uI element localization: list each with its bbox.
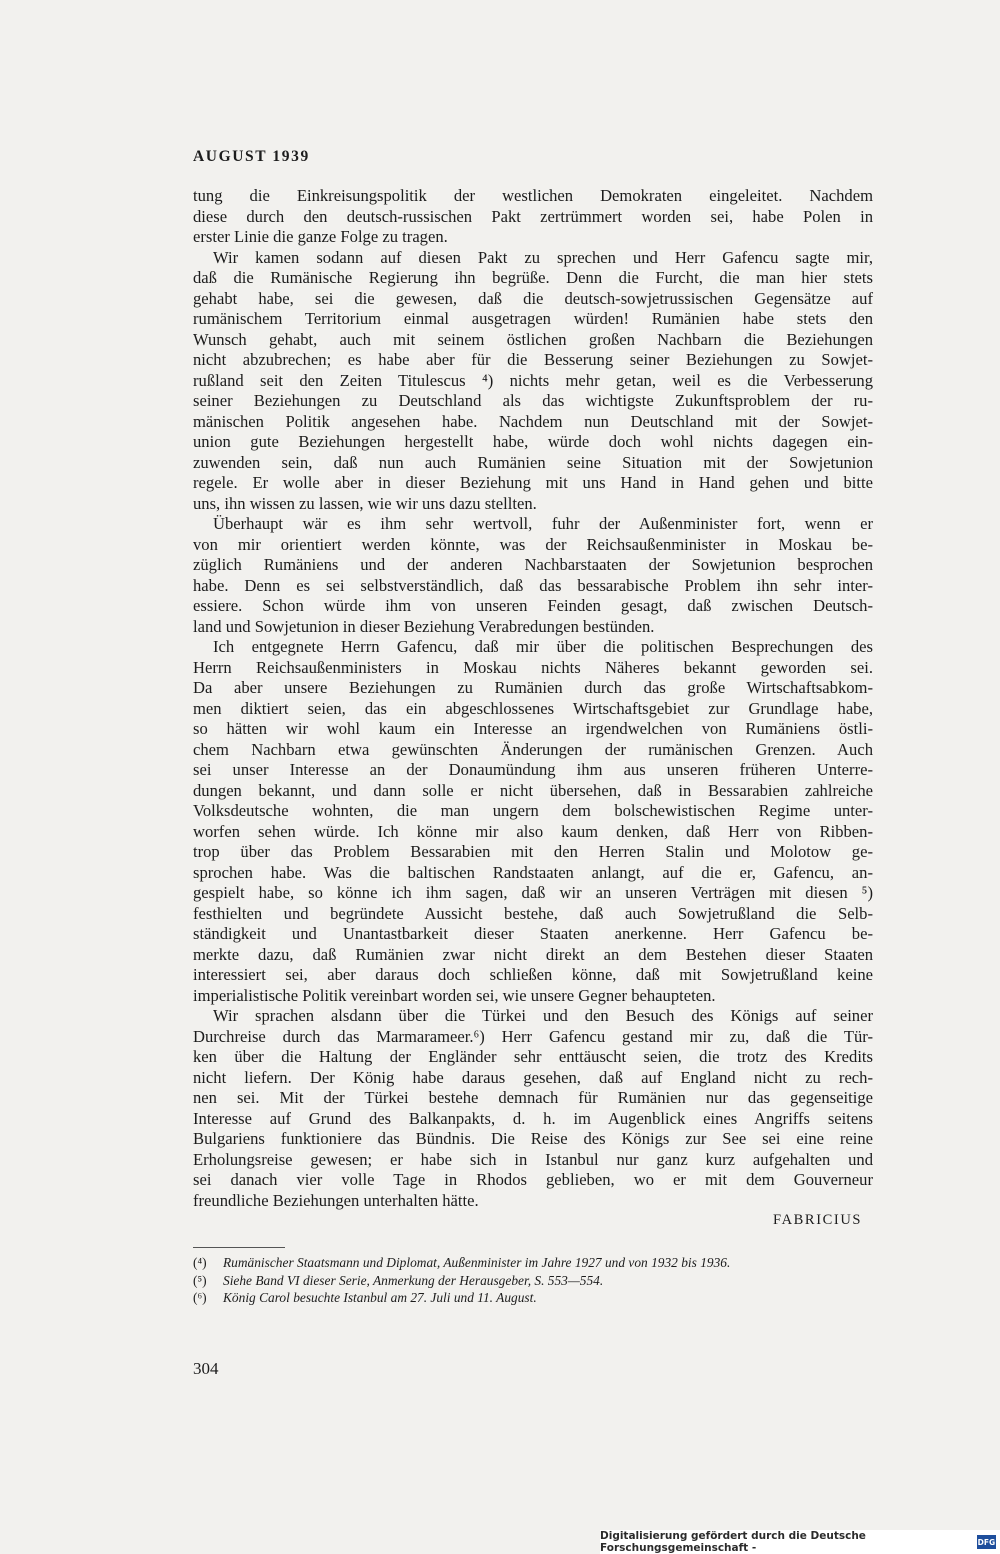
text-line: sei unser Interesse an der Donaumündung ihm aus unseren früheren Unterre- [193, 760, 873, 779]
footnote-text: Siehe Band VI dieser Serie, Anmerkung der Herausgeber, S. 553—554. [223, 1272, 604, 1288]
text-line: von mir orientiert werden könnte, was der Reichsaußenminister in Moskau be- [193, 534, 873, 554]
credit-text: Digitalisierung gefördert durch die Deutsche Forschungsgemeinschaft - [600, 1530, 866, 1554]
text-line: sprochen habe. Was die baltischen Randstaaten anlangt, auf die er, Gafencu, an- [193, 862, 873, 882]
text-line: diese durch den deutsch-russischen Pakt zertrümmert worden sei, habe Polen in [193, 206, 873, 226]
text-line: interessiert sei, aber daraus doch schließen könne, daß mit Sowjetrußland keine [193, 965, 873, 984]
text-line: erster Linie die ganze Folge zu tragen. [193, 227, 448, 246]
letter-body [193, 186, 873, 1211]
text-line: freundliche Beziehungen unterhalten hätte. [193, 1190, 479, 1210]
text-line: Wir kamen sodann auf diesen Pakt zu sprechen und Herr Gafencu sagte mir, [213, 247, 873, 267]
footnote-mark: (⁵) [193, 1272, 207, 1288]
text-line: Volksdeutsche wohnten, die man ungern dem bolschewistischen Regime unter- [193, 801, 873, 820]
text-line: ständigkeit und Unantastbarkeit dieser Staaten anerkenne. Herr Gafencu be- [193, 924, 873, 943]
text-line: Interesse auf Grund des Balkanpakts, d. h. im Augenblick eines Angriffs seitens [193, 1108, 873, 1128]
text-line: gehabt habe, sei die gewesen, daß die deutsch-sowjetrussischen Gegensätze auf [193, 288, 873, 308]
text-line: worfen sehen würde. Ich könne mir also kaum denken, daß Herr von Ribben- [193, 821, 873, 841]
text-line: Wunsch gehabt, auch mit seinem östlichen großen Nachbarn die Beziehungen [193, 329, 873, 349]
text-line: so hätten wir wohl kaum ein Interesse an irgendwelchen von Rumäniens östli- [193, 719, 873, 738]
text-line: nicht abzubrechen; es habe aber für die Besserung seiner Beziehungen zu Sowjet- [193, 350, 873, 369]
text-line: Ich entgegnete Herrn Gafencu, daß mir über die politischen Besprechungen des [213, 637, 873, 656]
text-line: nen sei. Mit der Türkei bestehe demnach für Rumänien nur das gegenseitige [193, 1088, 873, 1107]
footnote-6 [193, 1289, 873, 1307]
signature: FABRICIUS [773, 1212, 863, 1228]
footnote-mark: (⁶) [193, 1290, 207, 1305]
text-line: Wir sprachen alsdann über die Türkei und den Besuch des Königs auf seiner [213, 1006, 873, 1025]
footnote-mark: (⁴) [193, 1255, 207, 1270]
footnote-text: König Carol besuchte Istanbul am 27. Juli und 11. August. [223, 1290, 537, 1305]
text-line: men diktiert seien, das ein abgeschlossenes Wirtschaftsgebiet zur Grundlage habe, [193, 698, 873, 718]
footnotes [193, 1254, 873, 1307]
text-line: trop über das Problem Bessarabien mit den Herren Stalin und Molotow ge- [193, 842, 873, 861]
text-line: dungen bekannt, und dann solle er nicht übersehen, daß in Bessarabien zahlreiche [193, 780, 873, 800]
text-line: tung die Einkreisungspolitik der westlichen Demokraten eingeleitet. Nachdem [193, 186, 873, 205]
text-line: essiere. Schon würde ihm von unseren Feinden gesagt, daß zwischen Deutsch- [193, 596, 873, 615]
text-line: Herrn Reichsaußenministers in Moskau nichts Näheres bekannt geworden sei. [193, 657, 873, 677]
text-line: ken über die Haltung der Engländer sehr enttäuscht seien, die trotz des Kredits [193, 1047, 873, 1066]
text-line: rußland seit den Zeiten Titulescus ⁴) nichts mehr getan, weil es die Verbesserung [193, 370, 873, 390]
page-number: 304 [193, 1359, 219, 1378]
text-line: zuwenden sein, daß nun auch Rumänien seine Situation mit der Sowjetunion [193, 452, 873, 472]
text-line: Durchreise durch das Marmarameer.⁶) Herr Gafencu gestand mir zu, daß die Tür- [193, 1026, 873, 1046]
text-line: land und Sowjetunion in dieser Beziehung Verabredungen bestünden. [193, 616, 655, 636]
text-line: uns, ihn wissen zu lassen, wie wir uns dazu stellten. [193, 493, 537, 513]
digitization-credit [600, 1530, 1000, 1554]
text-line: seiner Beziehungen zu Deutschland als das wichtigste Zukunftsproblem der ru- [193, 391, 873, 410]
text-line: festhielten und begründete Aussicht bestehe, daß auch Sowjetrußland die Selb- [193, 903, 873, 923]
text-line: merkte dazu, daß Rumänien zwar nicht direkt an dem Bestehen dieser Staaten [193, 944, 873, 964]
text-line: mänischen Politik angesehen habe. Nachdem nun Deutschland mit der Sowjet- [193, 411, 873, 431]
text-line: sei danach vier volle Tage in Rhodos geblieben, wo er mit dem Gouverneur [193, 1170, 873, 1189]
text-line: regele. Er wolle aber in dieser Beziehung mit uns Hand in Hand gehen und bitte [193, 473, 873, 492]
dfg-logo-icon: DFG [977, 1535, 996, 1549]
footnote-divider [193, 1247, 285, 1248]
running-header: AUGUST 1939 [193, 148, 310, 165]
footnote-5 [193, 1272, 873, 1290]
text-line: Überhaupt wär es ihm sehr wertvoll, fuhr der Außenminister fort, wenn er [213, 514, 873, 533]
text-line: nicht liefern. Der König habe daraus gesehen, daß auf England nicht zu rech- [193, 1067, 873, 1087]
text-line: züglich Rumäniens und der anderen Nachbarstaaten der Sowjetunion besprochen [193, 555, 873, 574]
text-line: habe. Denn es sei selbstverständlich, daß das bessarabische Problem ihn sehr inter- [193, 575, 873, 595]
text-line: daß die Rumänische Regierung ihn begrüße. Denn die Furcht, die man hier stets [193, 268, 873, 287]
text-line: chem Nachbarn etwa gewünschten Änderungen der rumänischen Grenzen. Auch [193, 739, 873, 759]
text-line: Erholungsreise gewesen; er habe sich in Istanbul nur ganz kurz aufgehalten und [193, 1149, 873, 1169]
text-line: rumänischem Territorium einmal ausgetragen würden! Rumänien habe stets den [193, 309, 873, 328]
text-line: Bulgariens funktioniere das Bündnis. Die Reise des Königs zur See sei eine reine [193, 1129, 873, 1148]
text-line: imperialistische Politik vereinbart worden sei, wie unsere Gegner behaupteten. [193, 985, 716, 1005]
footnote-text: Rumänischer Staatsmann und Diplomat, Außenminister im Jahre 1927 und von 1932 bis 1936. [223, 1255, 731, 1270]
text-line: union gute Beziehungen hergestellt habe, würde doch wohl nichts dagegen ein- [193, 432, 873, 451]
text-line: Da aber unsere Beziehungen zu Rumänien durch das große Wirtschaftsabkom- [193, 678, 873, 697]
footnote-4 [193, 1254, 873, 1272]
text-line: gespielt habe, so könne ich ihm sagen, daß wir an unseren Verträgen mit diesen ⁵) [193, 883, 873, 902]
